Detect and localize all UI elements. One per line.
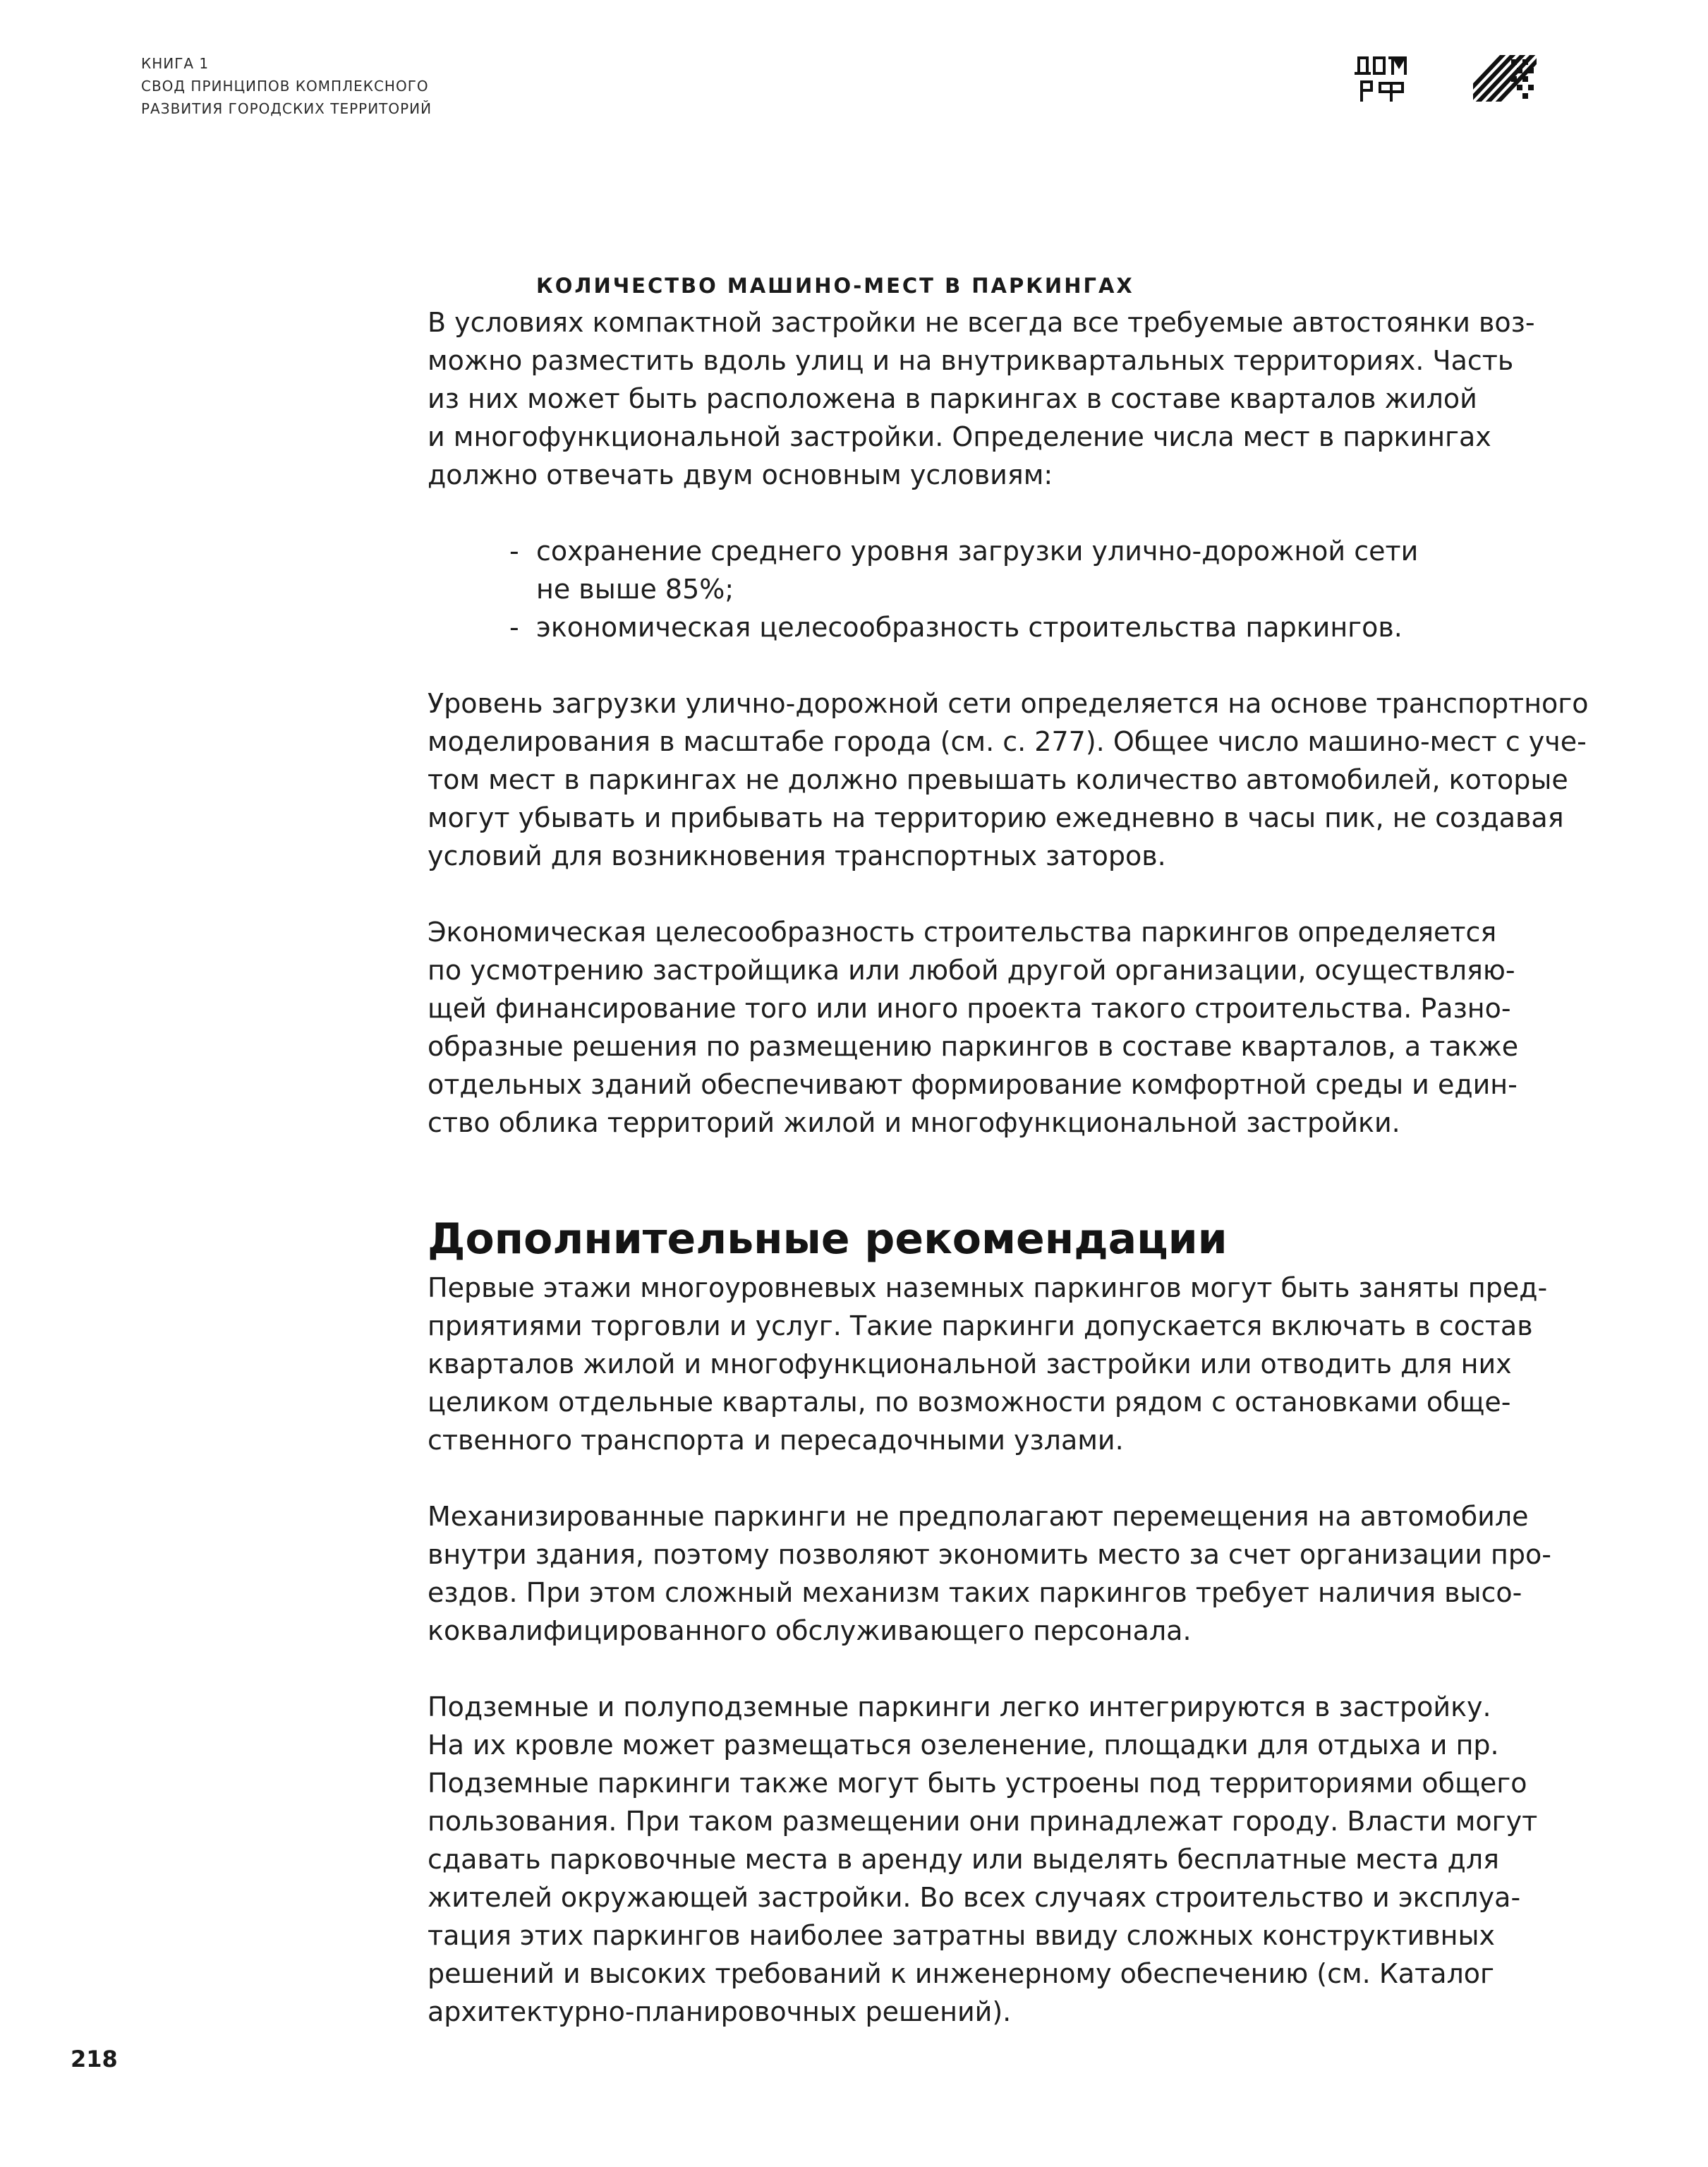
text-line: по усмотрению застройщика или любой другой организации, осуществляю- bbox=[428, 955, 1515, 986]
list-item bbox=[428, 532, 1556, 608]
text-line: из них может быть расположена в паркингах в составе кварталов жилой bbox=[428, 383, 1477, 414]
text-line: целиком отдельные кварталы, по возможности рядом с остановками обще- bbox=[428, 1387, 1511, 1418]
header-title-line-2: РАЗВИТИЯ ГОРОДСКИХ ТЕРРИТОРИЙ bbox=[141, 100, 432, 117]
section-subheading: КОЛИЧЕСТВО МАШИНО-МЕСТ В ПАРКИНГАХ bbox=[536, 274, 1134, 298]
text-line: можно разместить вдоль улиц и на внутриквартальных территориях. Часть bbox=[428, 345, 1514, 376]
text-line: В условиях компактной застройки не всегда все требуемые автостоянки воз- bbox=[428, 307, 1535, 338]
text-line: образные решения по размещению паркингов в составе кварталов, а также bbox=[428, 1031, 1519, 1062]
text-line: том мест в паркингах не должно превышать количество автомобилей, которые bbox=[428, 764, 1568, 795]
mechanized-paragraph bbox=[428, 1497, 1556, 1650]
text-line: Первые этажи многоуровневых наземных паркингов могут быть заняты пред- bbox=[428, 1272, 1548, 1303]
text-line: пользования. При таком размещении они принадлежат городу. Власти могут bbox=[428, 1806, 1538, 1837]
section-heading: Дополнительные рекомендации bbox=[428, 1214, 1228, 1264]
text-line: могут убывать и прибывать на территорию ежедневно в часы пик, не создавая bbox=[428, 802, 1564, 833]
text-line: тация этих паркингов наиболее затратны ввиду сложных конструктивных bbox=[428, 1920, 1495, 1951]
text-line: архитектурно-планировочных решений). bbox=[428, 1996, 1012, 2027]
header-title-line-1: СВОД ПРИНЦИПОВ КОМПЛЕКСНОГО bbox=[141, 78, 429, 95]
ground-floor-paragraph bbox=[428, 1269, 1556, 1459]
text-line: внутри здания, поэтому позволяют экономить место за счет организации про- bbox=[428, 1539, 1551, 1570]
running-header bbox=[141, 52, 635, 120]
list-dash: - bbox=[509, 612, 519, 643]
text-line: не выше 85%; bbox=[536, 574, 734, 605]
text-line: сохранение среднего уровня загрузки улично-дорожной сети bbox=[536, 536, 1419, 567]
text-line: Подземные и полуподземные паркинги легко интегрируются в застройку. bbox=[428, 1691, 1491, 1722]
text-line: жителей окружающей застройки. Во всех случаях строительство и эксплуа- bbox=[428, 1882, 1521, 1913]
text-line: щей финансирование того или иного проекта такого строительства. Разно- bbox=[428, 993, 1511, 1024]
conditions-list bbox=[428, 532, 1556, 646]
main-content bbox=[428, 268, 1589, 2031]
text-line: моделирования в масштабе города (см. с. 277). Общее число машино-мест с уче- bbox=[428, 726, 1587, 757]
road-load-paragraph bbox=[428, 684, 1589, 875]
text-line: экономическая целесообразность строительства паркингов. bbox=[536, 612, 1403, 643]
text-line: Экономическая целесообразность строительства паркингов определяется bbox=[428, 917, 1497, 948]
text-line: ездов. При этом сложный механизм таких паркингов требует наличия высо- bbox=[428, 1577, 1522, 1608]
economic-paragraph bbox=[428, 913, 1556, 1142]
list-dash: - bbox=[509, 536, 519, 567]
text-line: должно отвечать двум основным условиям: bbox=[428, 459, 1053, 490]
text-line: и многофункциональной застройки. Определение числа мест в паркингах bbox=[428, 421, 1491, 452]
dom-rf-logo bbox=[1353, 54, 1408, 103]
page-number: 218 bbox=[71, 2046, 118, 2072]
text-line: решений и высоких требований к инженерному обеспечению (см. Каталог bbox=[428, 1958, 1495, 1989]
text-line: ственного транспорта и пересадочными узлами. bbox=[428, 1425, 1124, 1456]
text-line: кварталов жилой и многофункциональной застройки или отводить для них bbox=[428, 1348, 1512, 1380]
underground-paragraph bbox=[428, 1688, 1556, 2031]
text-line: Механизированные паркинги не предполагают перемещения на автомобиле bbox=[428, 1501, 1529, 1532]
text-line: сдавать парковочные места в аренду или выделять бесплатные места для bbox=[428, 1844, 1499, 1875]
intro-paragraph bbox=[428, 303, 1556, 494]
text-line: коквалифицированного обслуживающего персонала. bbox=[428, 1615, 1192, 1646]
header-book-label: КНИГА 1 bbox=[141, 55, 210, 72]
text-line: Подземные паркинги также могут быть устроены под территориями общего bbox=[428, 1768, 1527, 1799]
text-line: На их кровле может размещаться озеленение, площадки для отдыха и пр. bbox=[428, 1730, 1499, 1761]
text-line: Уровень загрузки улично-дорожной сети определяется на основе транспортного bbox=[428, 688, 1589, 719]
text-line: ство облика территорий жилой и многофункциональной застройки. bbox=[428, 1107, 1400, 1138]
list-item bbox=[428, 608, 1556, 646]
text-line: условий для возникновения транспортных заторов. bbox=[428, 840, 1166, 871]
pattern-logo-icon bbox=[1473, 55, 1537, 102]
text-line: отдельных зданий обеспечивают формирование комфортной среды и един- bbox=[428, 1069, 1518, 1100]
text-line: приятиями торговли и услуг. Такие паркинги допускается включать в состав bbox=[428, 1310, 1533, 1341]
